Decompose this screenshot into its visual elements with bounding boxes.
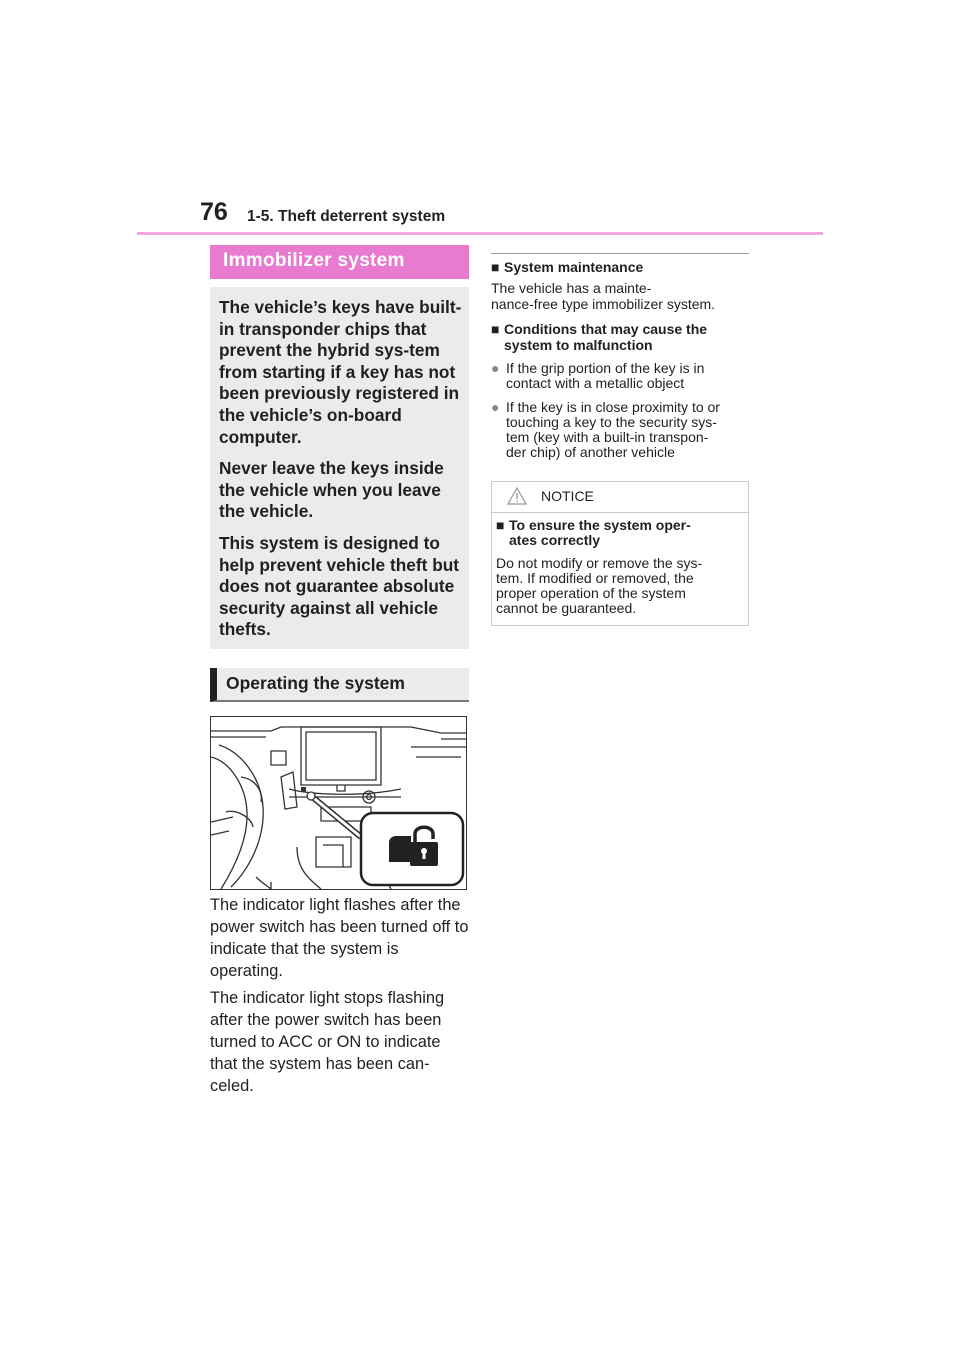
notice-text: Do not modify or remove the sys- (496, 555, 703, 571)
warning-icon (507, 487, 527, 505)
intro-paragraph: Never leave the keys inside the vehicle when you leave the vehicle. (219, 458, 444, 522)
page-number: 76 (200, 198, 228, 226)
column-rule (491, 253, 749, 254)
malfunction-heading-line: Conditions that may cause the (504, 321, 708, 337)
intro-box (210, 287, 469, 649)
square-bullet-icon: ■ (491, 259, 500, 275)
malfunction-heading-line: system to malfunction (504, 337, 653, 353)
bullet-line: If the key is in close proximity to or (506, 399, 720, 415)
immobilizer-banner (210, 245, 469, 279)
square-bullet-icon: ■ (491, 321, 500, 337)
intro-paragraph: This system is designed to help prevent vehicle theft but does not guarantee absolute security against all vehicle thefts. (219, 533, 460, 640)
notice-text: proper operation of the system (496, 585, 686, 601)
notice-text: tem. If modified or removed, the (496, 570, 694, 586)
header-rule (137, 232, 823, 235)
section-title: 1-5. Theft deterrent system (247, 208, 446, 225)
operating-paragraph: The indicator light flashes after the power switch has been turned off to indicate that the system is operating. (210, 896, 469, 980)
bullet-line: If the grip portion of the key is in (506, 360, 705, 376)
operating-heading (210, 668, 469, 702)
maintenance-text: The vehicle has a mainte- (491, 280, 652, 296)
maintenance-heading-label: System maintenance (504, 259, 644, 275)
operating-heading-label: Operating the system (226, 673, 405, 693)
maintenance-text: nance-free type immobilizer system. (491, 296, 716, 312)
bullet-line: tem (key with a built-in transpon- (506, 429, 709, 445)
notice-text: cannot be guaranteed. (496, 600, 637, 616)
square-bullet-icon: ■ (496, 517, 505, 533)
immobilizer-banner-title: Immobilizer system (223, 250, 405, 271)
intro-paragraph: The vehicle’s keys have built-in transponder chips that prevent the hybrid sys-tem from starting if a key has not been previously registered in the vehicle’s on-board computer. (219, 297, 462, 447)
dashboard-drawing (211, 717, 466, 889)
bullet-line: touching a key to the security sys- (506, 414, 717, 430)
operating-paragraph: The indicator light stops flashing after the power switch has been turned to ACC or ON to indicate that the system has been can-celed. (210, 989, 445, 1095)
notice-heading-line: To ensure the system oper- (509, 517, 691, 533)
notice-divider (492, 512, 748, 513)
bullet-dot-icon: ● (491, 399, 500, 415)
notice-heading-line: ates correctly (509, 532, 601, 548)
notice-box (491, 481, 749, 626)
bullet-line: der chip) of another vehicle (506, 444, 675, 460)
bullet-dot-icon: ● (491, 360, 500, 376)
bullet-line: contact with a metallic object (506, 375, 685, 391)
notice-label: NOTICE (541, 488, 594, 504)
dashboard-illustration (210, 716, 467, 890)
